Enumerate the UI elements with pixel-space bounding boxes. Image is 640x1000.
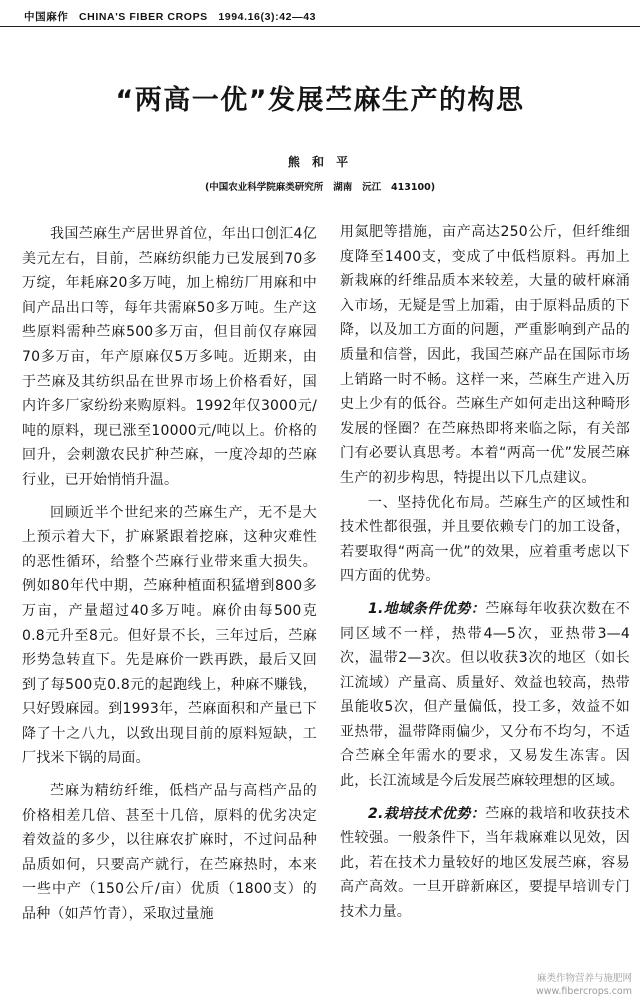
- subsection-1-text: 苎麻每年收获次数在不同区域不一样，热带4—5次，亚热带3—4次，温带2—3次。但以收获3次的地区（如长江流域）产量高、质量好、效益也较高，热带虽能收5次，但产量偏低，投工多，效益不如亚热带，温带降雨偏少，又分布不均匀，不适合苎麻全年需水的要求，又易发生冻害。因此，长江流域是今后发展苎麻较理想的区域。: [340, 600, 631, 790]
- watermark-line-1: 麻类作物营养与施肥网: [536, 973, 632, 984]
- watermark: [536, 972, 632, 998]
- paragraph-7: [340, 802, 630, 925]
- paragraph-3: 苎麻为精纺纤维，低档产品与高档产品的价格相差几倍、甚至十几倍，原料的优劣决定着效益的多少，以往麻农扩麻时，不过问品种品质如何，只要高产就行，在苎麻热时，本来一些中产（150公斤/亩）优质（1800支）的品种（如芦竹青），采取过量施: [22, 783, 317, 923]
- paragraph-4: 用氮肥等措施，亩产高达250公斤，但纤维细度降至1400支，变成了中低档原料。再加上新栽麻的纤维品质本来较差，大量的破杆麻涌入市场，无疑是雪上加霜，由于原料品质的下降，以及加工方面的问题，严重影响到产品的质量和信誉，因此，我国苎麻产品在国际市场上销路一时不畅。这样一来，苎麻生产进入历史上少有的低谷。苎麻生产如何走出这种畸形发展的怪圈？在苎麻热即将来临之际，有关部门有必要认真思考。本着“两高一优”发展苎麻生产的初步构思，特提出以下几点建议。: [340, 224, 630, 486]
- watermark-line-2: www.fibercrops.com: [535, 986, 632, 997]
- article-affiliation: (中国农业科学院麻类研究所 湖南 沅江 413100): [204, 182, 436, 193]
- running-head-text: 中国麻作 CHINA'S FIBER CROPS 1994.16(3):42—43: [24, 11, 317, 23]
- paragraph-6: [340, 597, 630, 794]
- right-column: [340, 220, 630, 925]
- paragraph-1: 我国苎麻生产居世界首位，年出口创汇4亿美元左右，目前，苎麻纺织能力已发展到70多万绽，年耗麻20多万吨，加上棉纺厂用麻和中间产品出口等，每年共需麻50多万吨。生产这些原料需种苎麻500多万亩，但目前仅存麻园70多万亩，年产原麻仅5万多吨。近期来，由于苎麻及其纺织品在世界市场上价格看好，国内许多厂家纷纷来购原料。1992年仅3000元/吨的原料，现已涨至10000元/吨以上。价格的回升，会刺激农民扩种苎麻，一度冷却的苎麻行业，已开始悄悄升温。: [22, 226, 317, 488]
- article-author: 熊 和 平: [287, 155, 353, 169]
- subsection-1-label: 1.地域条件优势：: [368, 600, 486, 617]
- running-header: [0, 0, 640, 27]
- subsection-2-text: 苎麻的栽培和收获技术性较强。一般条件下，当年栽麻难以见效，因此，若在技术力量较好的地区发展苎麻，容易高产高效。一旦开辟新麻区，要提早培训专门技术力量。: [340, 805, 631, 921]
- paragraph-2: 回顾近半个世纪来的苎麻生产，无不是大上预示着大下，扩麻紧跟着挖麻，这种灾难性的恶性循环，给整个苎麻行业带来重大损失。例如80年代中期，苎麻种植面积猛增到800多万亩，产量超过40多万吨。麻价由每500克0.8元升至8元。但好景不长，三年过后，苎麻形势急转直下。先是麻价一跌再跌，最后又回到了每500克0.8元的起跑线上，种麻不赚钱，只好毁麻园。到1993年，苎麻面积和产量已下降了十之八九，以致出现目前的原料短缺，工厂找米下锅的局面。: [22, 504, 317, 767]
- article-title: “两高一优”发展苎麻生产的构思: [115, 85, 525, 116]
- paragraph-5: 一、坚持优化布局。苎麻生产的区域性和技术性都很强，并且要依赖专门的加工设备，若要取得“两高一优”的效果，应着重考虑以下四方面的优势。: [340, 494, 630, 585]
- subsection-2-label: 2.栽培技术优势：: [368, 805, 486, 822]
- left-column: [22, 222, 317, 927]
